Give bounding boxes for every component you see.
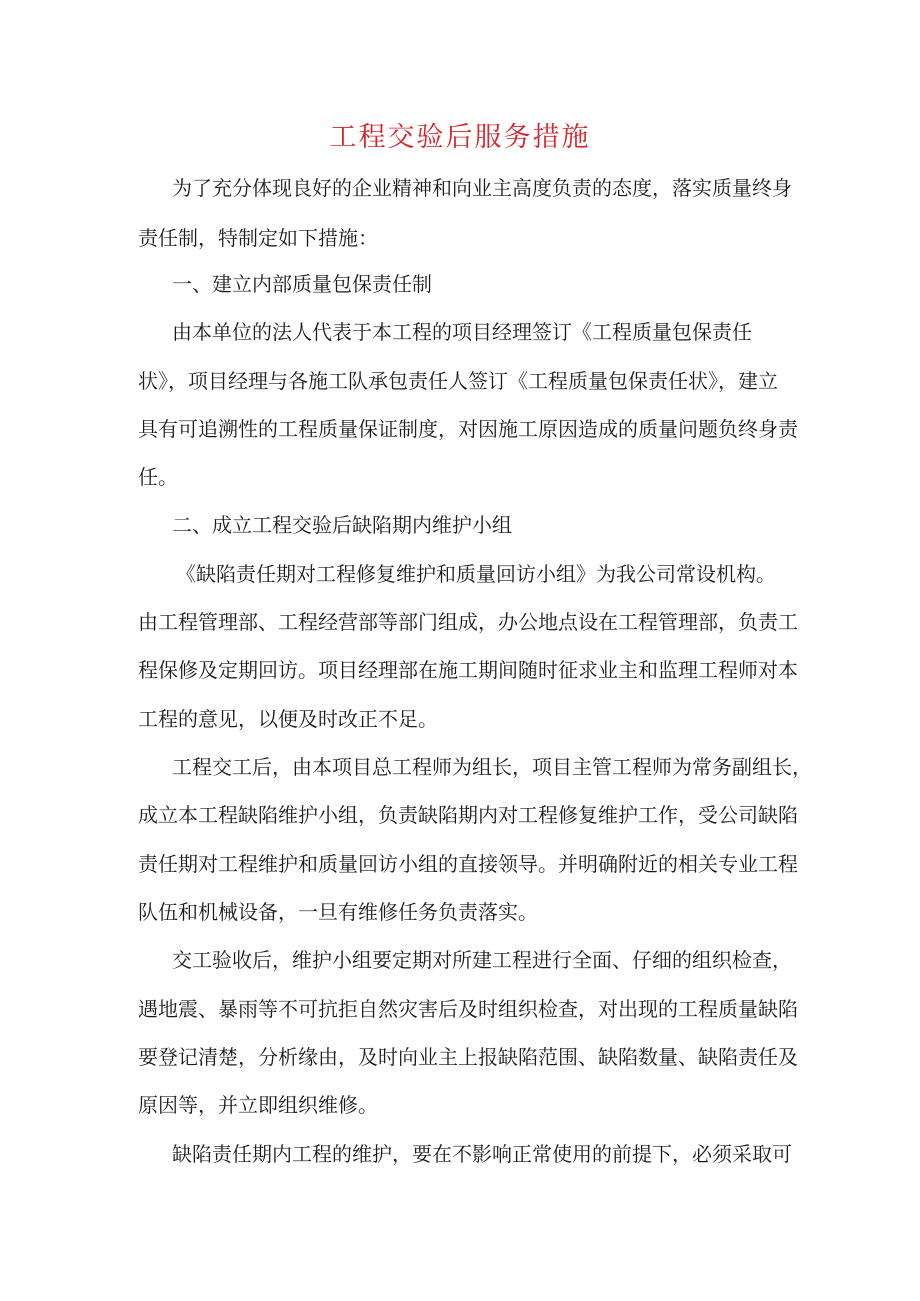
body-line: 遇地震、暴雨等不可抗拒自然灾害后及时组织检查，对出现的工程质量缺陷 — [138, 997, 798, 1021]
body-line: 成立本工程缺陷维护小组，负责缺陷期内对工程修复维护工作，受公司缺陷 — [138, 803, 798, 827]
body-line: 交工验收后，维护小组要定期对所建工程进行全面、仔细的组织检查， — [172, 948, 792, 972]
body-line: 工程的意见，以便及时改正不足。 — [138, 707, 438, 731]
section-heading-1: 一、建立内部质量包保责任制 — [172, 272, 432, 296]
body-line: 程保修及定期回访。项目经理部在施工期间随时征求业主和监理工程师对本 — [138, 658, 798, 682]
body-line: 为了充分体现良好的企业精神和向业主高度负责的态度，落实质量终身 — [172, 176, 792, 200]
body-line: 具有可追溯性的工程质量保证制度，对因施工原因造成的质量问题负终身责 — [138, 417, 798, 441]
document-title: 工程交验后服务措施 — [329, 122, 591, 153]
body-line: 原因等，并立即组织维修。 — [138, 1093, 378, 1117]
body-line: 责任制，特制定如下措施： — [138, 226, 378, 250]
body-line: 由本单位的法人代表于本工程的项目经理签订《工程质量包保责任 — [172, 320, 752, 344]
body-line: 工程交工后，由本项目总工程师为组长，项目主管工程师为常务副组长， — [172, 755, 812, 779]
body-line: 由工程管理部、工程经营部等部门组成，办公地点设在工程管理部，负责工 — [138, 610, 798, 634]
body-line: 责任期对工程维护和质量回访小组的直接领导。并明确附近的相关专业工程 — [138, 852, 798, 876]
body-line: 任。 — [138, 465, 178, 489]
body-line: 要登记清楚，分析缘由，及时向业主上报缺陷范围、缺陷数量、缺陷责任及 — [138, 1045, 798, 1069]
body-line: 状》，项目经理与各施工队承包责任人签订《工程质量包保责任状》，建立 — [138, 369, 778, 393]
body-line: 队伍和机械设备，一旦有维修任务负责落实。 — [138, 900, 538, 924]
section-heading-2: 二、成立工程交验后缺陷期内维护小组 — [172, 513, 512, 537]
body-line: 《缺陷责任期对工程修复维护和质量回访小组》为我公司常设机构。 — [176, 562, 776, 586]
body-line: 缺陷责任期内工程的维护，要在不影响正常使用的前提下，必须采取可 — [172, 1142, 792, 1166]
